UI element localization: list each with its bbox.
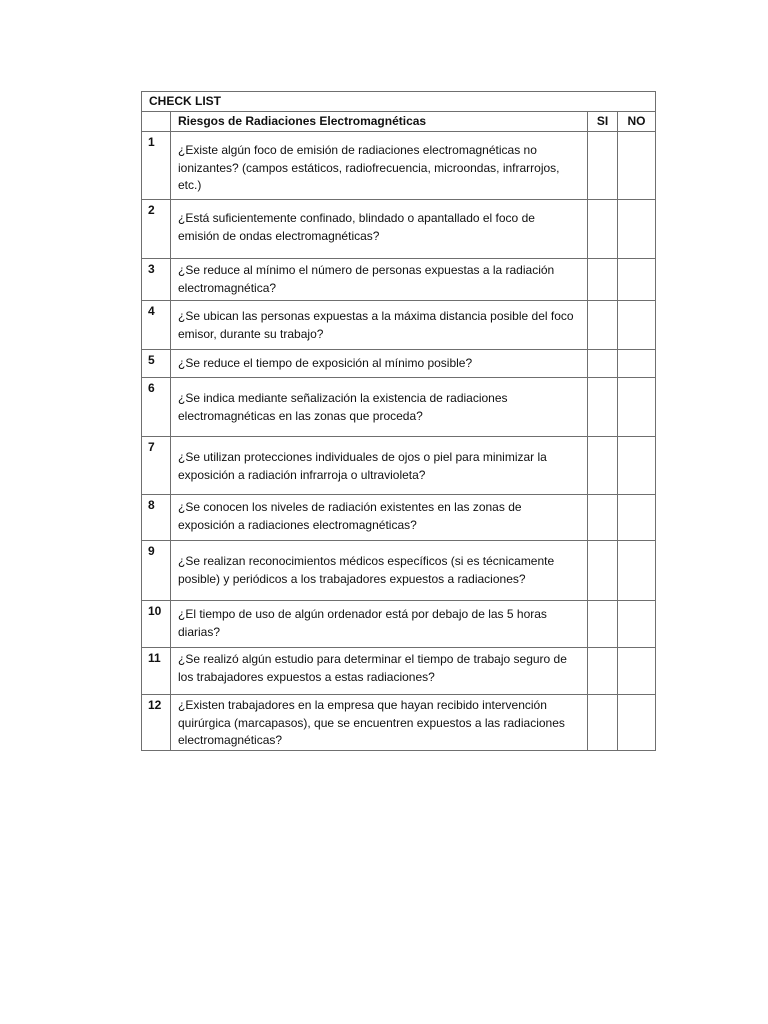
answer-no-cell xyxy=(618,301,656,350)
item-number: 12 xyxy=(142,695,171,751)
question-cell xyxy=(171,541,588,601)
item-question: ¿Se ubican las personas expuestas a la máxima distancia posible del foco emisor, durante su trabajo? xyxy=(178,309,574,341)
checklist-row xyxy=(142,437,656,495)
answer-si-cell xyxy=(588,200,618,259)
answer-si-cell xyxy=(588,648,618,695)
item-question: ¿Se reduce el tiempo de exposición al mínimo posible? xyxy=(178,356,473,370)
checklist-row xyxy=(142,601,656,648)
question-cell xyxy=(171,132,588,200)
item-question: ¿Existen trabajadores en la empresa que hayan recibido intervención quirúrgica (marcapasos), que se encuentren expuestos a las radiaciones electromagnéticas? xyxy=(178,698,565,747)
item-question: ¿Existe algún foco de emisión de radiaciones electromagnéticas no ionizantes? (campos estáticos, radiofrecuencia, microondas, infrarrojos, etc.) xyxy=(178,143,560,192)
item-number: 5 xyxy=(142,350,171,378)
answer-si-cell xyxy=(588,601,618,648)
answer-no-cell xyxy=(618,259,656,301)
item-question: ¿Se indica mediante señalización la existencia de radiaciones electromagnéticas en las zonas que proceda? xyxy=(178,391,508,423)
item-question: ¿Está suficientemente confinado, blindado o apantallado el foco de emisión de ondas electromagnéticas? xyxy=(178,211,535,243)
item-question: ¿Se conocen los niveles de radiación existentes en las zonas de exposición a radiaciones electromagnéticas? xyxy=(178,500,522,532)
question-cell xyxy=(171,437,588,495)
question-cell xyxy=(171,648,588,695)
answer-si-cell xyxy=(588,378,618,437)
item-number: 11 xyxy=(142,648,171,695)
item-question: ¿Se realizó algún estudio para determinar el tiempo de trabajo seguro de los trabajadores expuestos a estas radiaciones? xyxy=(178,652,567,684)
answer-no-cell xyxy=(618,495,656,541)
question-cell xyxy=(171,601,588,648)
checklist-row xyxy=(142,378,656,437)
checklist-row xyxy=(142,132,656,200)
answer-no-cell xyxy=(618,200,656,259)
item-question: ¿El tiempo de uso de algún ordenador está por debajo de las 5 horas diarias? xyxy=(178,607,547,639)
header-row xyxy=(142,112,656,132)
item-question: ¿Se realizan reconocimientos médicos específicos (si es técnicamente posible) y periódicos a los trabajadores expuestos a radiaciones? xyxy=(178,554,555,586)
question-cell xyxy=(171,495,588,541)
answer-no-cell xyxy=(618,648,656,695)
item-number: 2 xyxy=(142,200,171,259)
header-number-cell xyxy=(142,112,171,132)
answer-no-cell xyxy=(618,541,656,601)
question-cell xyxy=(171,259,588,301)
checklist-title: CHECK LIST xyxy=(142,92,656,112)
item-number: 7 xyxy=(142,437,171,495)
answer-si-cell xyxy=(588,437,618,495)
answer-no-cell xyxy=(618,350,656,378)
checklist-row xyxy=(142,695,656,751)
header-risk-label: Riesgos de Radiaciones Electromagnéticas xyxy=(171,112,588,132)
answer-si-cell xyxy=(588,695,618,751)
question-cell xyxy=(171,350,588,378)
answer-no-cell xyxy=(618,601,656,648)
answer-no-cell xyxy=(618,437,656,495)
checklist-row xyxy=(142,648,656,695)
item-number: 10 xyxy=(142,601,171,648)
answer-si-cell xyxy=(588,301,618,350)
title-row xyxy=(142,92,656,112)
answer-si-cell xyxy=(588,132,618,200)
checklist-body xyxy=(142,92,656,751)
answer-si-cell xyxy=(588,350,618,378)
item-number: 4 xyxy=(142,301,171,350)
item-question: ¿Se reduce al mínimo el número de personas expuestas a la radiación electromagnética? xyxy=(178,263,555,295)
question-cell xyxy=(171,378,588,437)
item-number: 8 xyxy=(142,495,171,541)
answer-si-cell xyxy=(588,495,618,541)
checklist-row xyxy=(142,495,656,541)
answer-no-cell xyxy=(618,695,656,751)
answer-si-cell xyxy=(588,541,618,601)
question-cell xyxy=(171,200,588,259)
checklist-table xyxy=(141,91,656,751)
checklist-row xyxy=(142,541,656,601)
header-no-label: NO xyxy=(618,112,656,132)
checklist-row xyxy=(142,301,656,350)
question-cell xyxy=(171,695,588,751)
item-number: 3 xyxy=(142,259,171,301)
item-question: ¿Se utilizan protecciones individuales de ojos o piel para minimizar la exposición a radiación infrarroja o ultravioleta? xyxy=(178,450,547,482)
checklist-row xyxy=(142,200,656,259)
checklist-row xyxy=(142,259,656,301)
item-number: 1 xyxy=(142,132,171,200)
question-cell xyxy=(171,301,588,350)
answer-no-cell xyxy=(618,378,656,437)
item-number: 9 xyxy=(142,541,171,601)
checklist-row xyxy=(142,350,656,378)
answer-no-cell xyxy=(618,132,656,200)
header-si-label: SI xyxy=(588,112,618,132)
answer-si-cell xyxy=(588,259,618,301)
item-number: 6 xyxy=(142,378,171,437)
